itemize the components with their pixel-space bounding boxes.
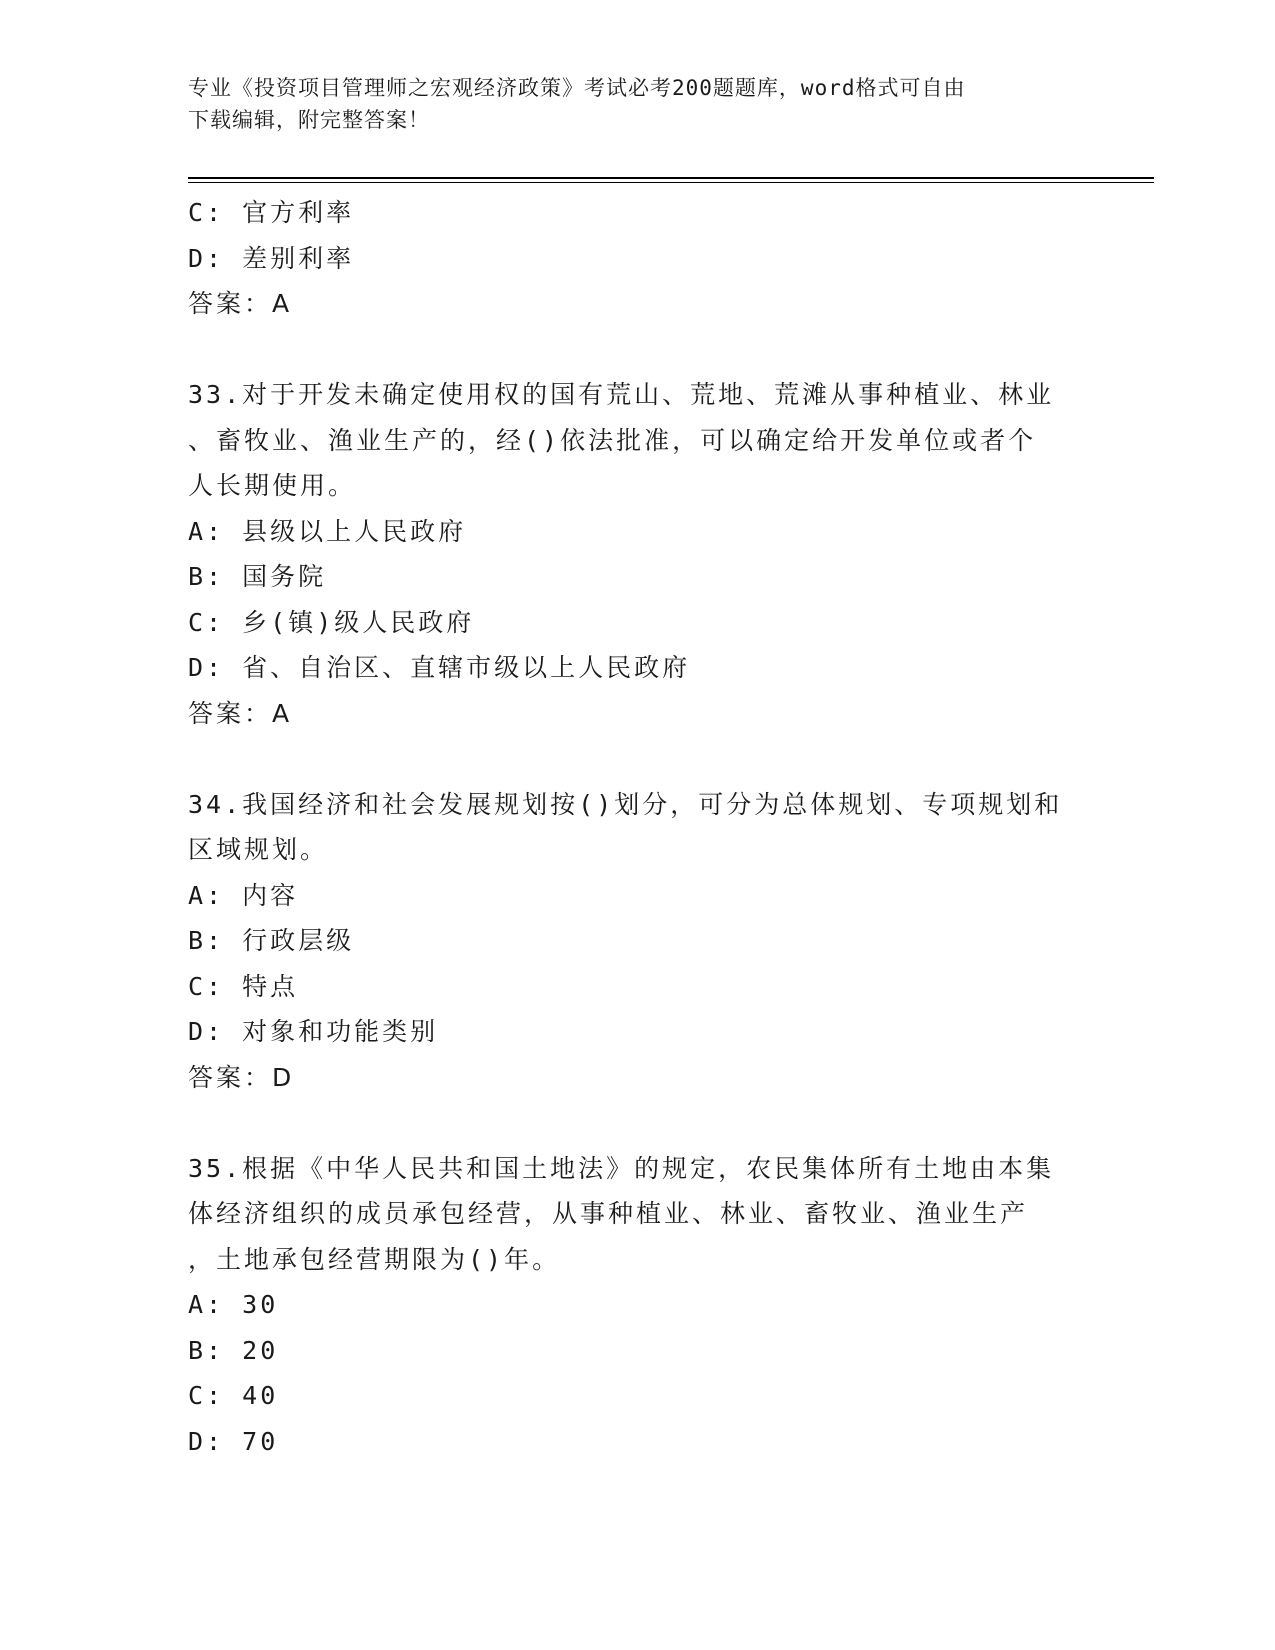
document-header: [188, 72, 1068, 136]
question-33: [188, 372, 1088, 736]
option-d: D: 对象和功能类别: [188, 1017, 439, 1046]
option-d: D: 差别利率: [188, 243, 355, 273]
header-line-1: 专业《投资项目管理师之宏观经济政策》考试必考200题题库，word格式可自由: [188, 76, 966, 100]
answer-label: 答案：A: [188, 289, 293, 318]
question-text-line: 34.我国经济和社会发展规划按()划分，可分为总体规划、专项规划和: [188, 789, 1063, 819]
option-c: C: 40: [188, 1381, 279, 1410]
question-text-line: 人长期使用。: [188, 471, 357, 500]
option-a: A: 30: [188, 1290, 279, 1319]
option-d: D: 省、自治区、直辖市级以上人民政府: [188, 653, 691, 682]
option-b: B: 20: [188, 1335, 279, 1365]
question-text-line: 体经济组织的成员承包经营，从事种植业、林业、畜牧业、渔业生产: [188, 1199, 1029, 1228]
option-c: C: 乡(镇)级人民政府: [188, 607, 475, 637]
question-32-tail: [188, 190, 1088, 327]
question-34: [188, 782, 1088, 1101]
answer-label: 答案：A: [188, 698, 293, 728]
question-text-line: 区域规划。: [188, 835, 329, 864]
option-a: A: 内容: [188, 880, 299, 910]
option-c: C: 特点: [188, 971, 299, 1001]
question-text-line: 35.根据《中华人民共和国土地法》的规定，农民集体所有土地由本集: [188, 1153, 1055, 1183]
header-divider: [188, 177, 1154, 179]
question-35: [188, 1146, 1088, 1465]
answer-label: 答案：D: [188, 1062, 295, 1092]
question-text-line: 、畜牧业、渔业生产的，经()依法批准，可以确定给开发单位或者个: [188, 425, 1037, 455]
option-a: A: 县级以上人民政府: [188, 516, 467, 546]
header-line-2: 下载编辑，附完整答案！: [188, 108, 430, 132]
question-list: [188, 190, 1088, 1464]
question-text-line: 33.对于开发未确定使用权的国有荒山、荒地、荒滩从事种植业、林业: [188, 380, 1055, 409]
option-c: C: 官方利率: [188, 198, 355, 227]
option-b: B: 行政层级: [188, 926, 355, 955]
option-d: D: 70: [188, 1426, 279, 1456]
option-b: B: 国务院: [188, 562, 327, 591]
header-divider-thin: [188, 182, 1154, 183]
question-text-line: ，土地承包经营期限为()年。: [188, 1244, 561, 1274]
